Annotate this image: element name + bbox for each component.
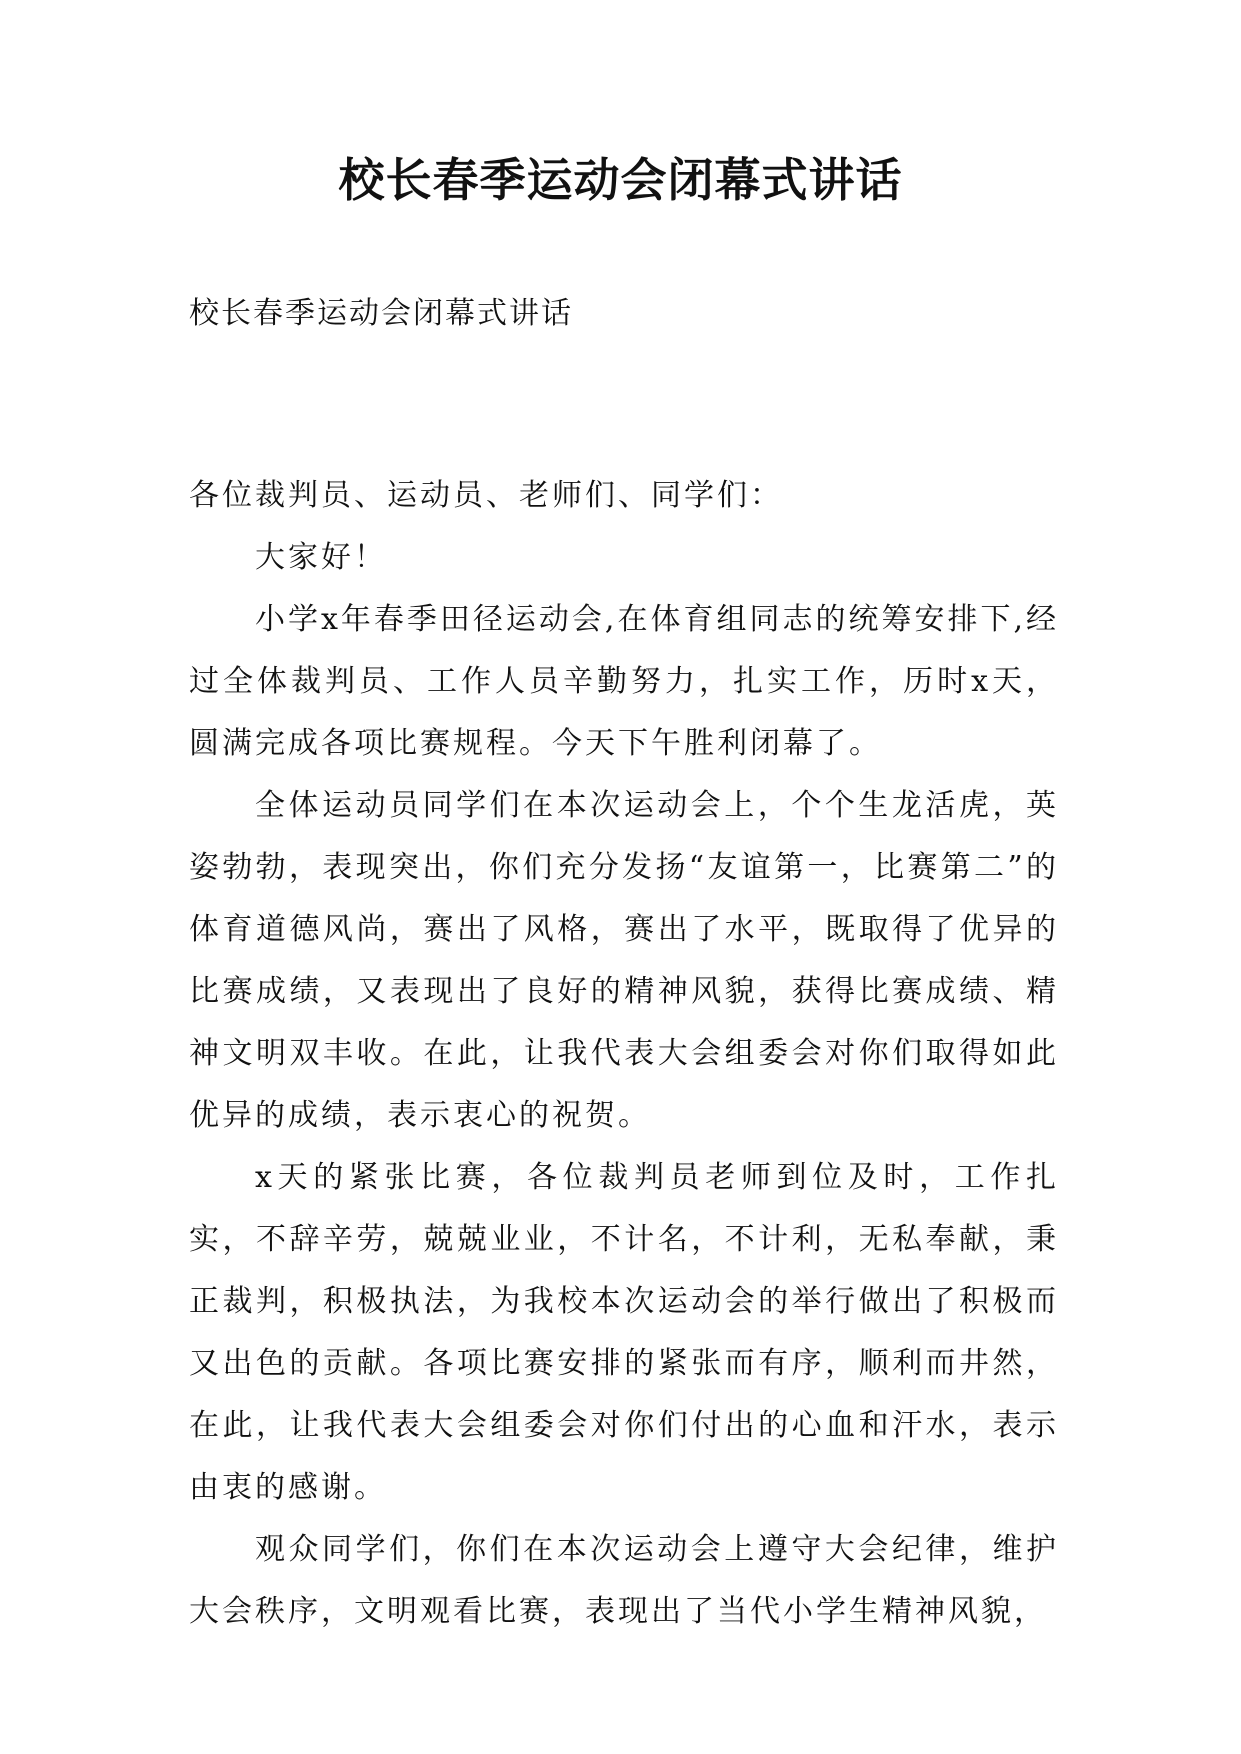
paragraph: 观众同学们，你们在本次运动会上遵守大会纪律，维护大会秩序，文明观看比赛，表现出了当代小学生精神风貌， bbox=[189, 1532, 1059, 1629]
document-body bbox=[189, 465, 1059, 1643]
paragraph: x天的紧张比赛，各位裁判员老师到位及时，工作扎实，不辞辛劳，兢兢业业，不计名，不计利，无私奉献，秉正裁判，积极执法，为我校本次运动会的举行做出了积极而又出色的贡献。各项比赛安排的紧张而有序，顺利而井然，在此，让我代表大会组委会对你们付出的心血和汗水，表示由衷的感谢。 bbox=[189, 1160, 1059, 1505]
paragraph: 全体运动员同学们在本次运动会上，个个生龙活虎，英姿勃勃，表现突出，你们充分发扬“友谊第一，比赛第二”的体育道德风尚，赛出了风格，赛出了水平，既取得了优异的比赛成绩，又表现出了良好的精神风貌，获得比赛成绩、精神文明双丰收。在此，让我代表大会组委会对你们取得如此优异的成绩，表示衷心的祝贺。 bbox=[189, 788, 1059, 1133]
paragraph-greeting: 大家好！ bbox=[255, 540, 387, 575]
salutation: 各位裁判员、运动员、老师们、同学们： bbox=[189, 478, 783, 513]
paragraph: 小学x年春季田径运动会,在体育组同志的统筹安排下,经过全体裁判员、工作人员辛勤努力，扎实工作，历时x天，圆满完成各项比赛规程。今天下午胜利闭幕了。 bbox=[189, 602, 1059, 761]
document-subtitle: 校长春季运动会闭幕式讲话 bbox=[189, 296, 573, 331]
document-title: 校长春季运动会闭幕式讲话 bbox=[338, 153, 903, 207]
